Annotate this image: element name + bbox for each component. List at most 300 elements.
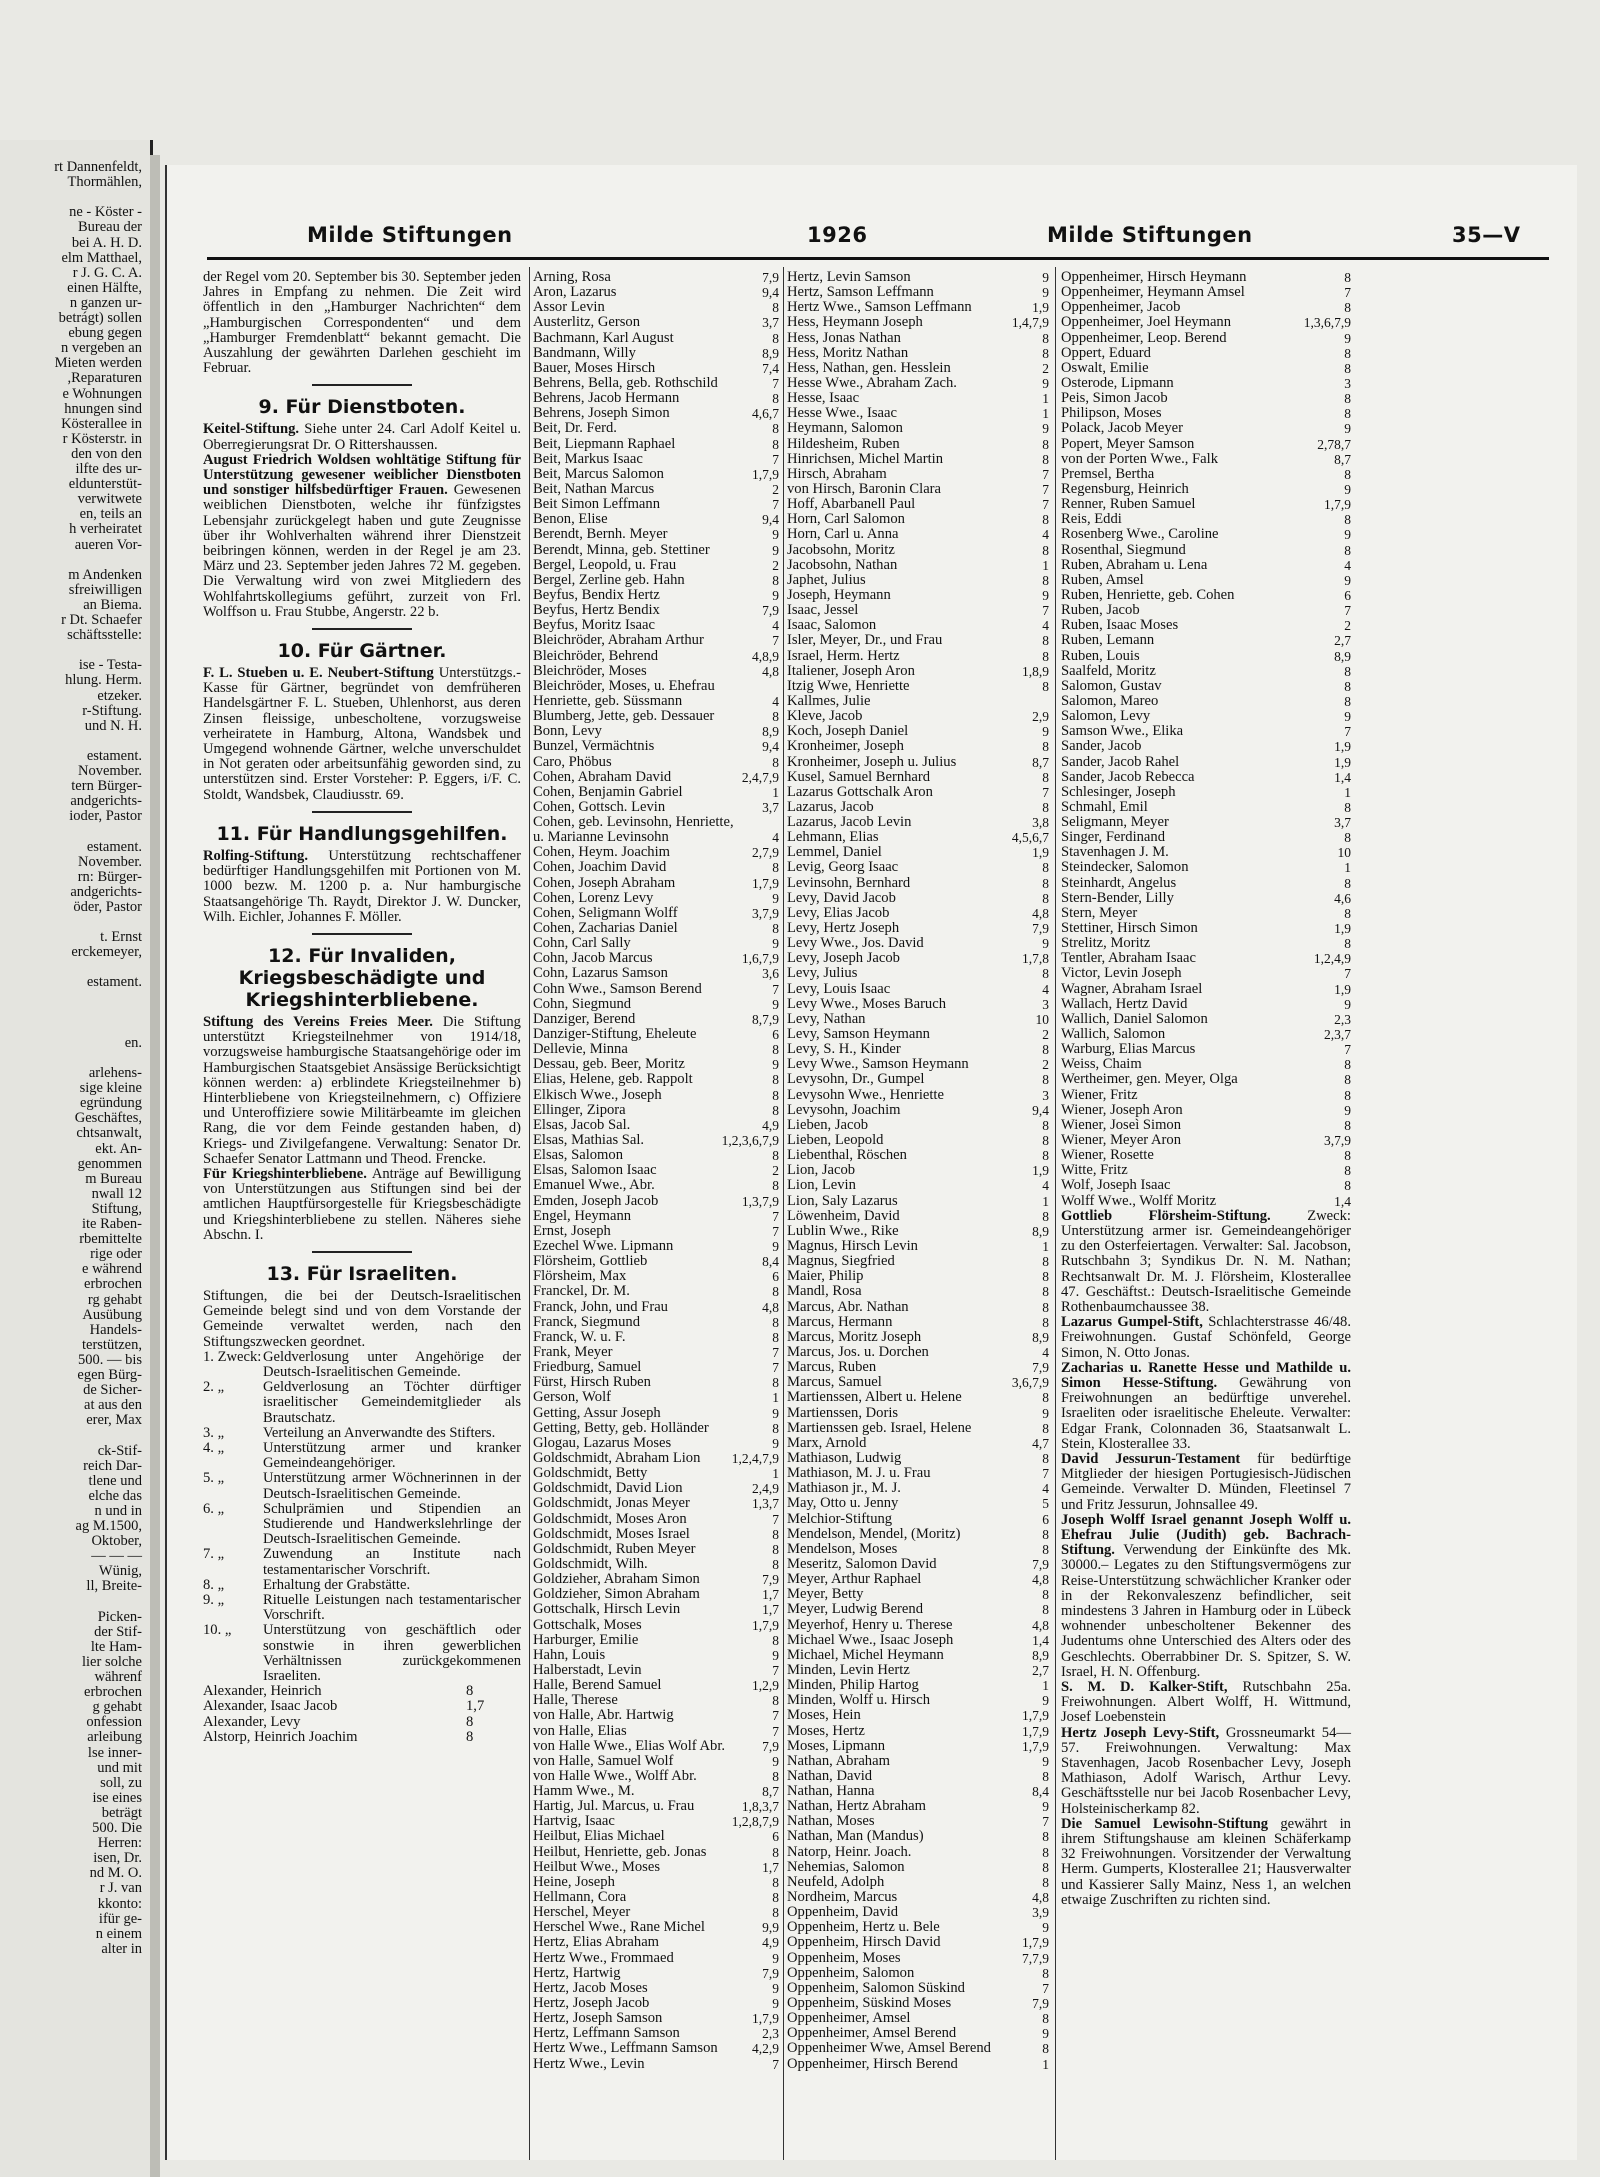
donor-name: Hellmann, Cora bbox=[533, 1890, 627, 1906]
purpose-codes: 4,7 bbox=[1032, 1435, 1049, 1451]
zweck-text: Zuwendung an Institute nach testamentarischer Vorschrift. bbox=[263, 1546, 521, 1578]
purpose-codes: 3 bbox=[1042, 1087, 1049, 1103]
list-item bbox=[1061, 346, 1351, 361]
name-list-c-rows bbox=[1061, 270, 1351, 1209]
donor-name: Strelitz, Moritz bbox=[1061, 936, 1151, 952]
kriegshinterbliebene-name: Für Kriegshinterbliebene. bbox=[203, 1165, 367, 1182]
zweck-item bbox=[203, 1471, 521, 1501]
purpose-codes: 1,9 bbox=[1334, 981, 1351, 997]
list-item bbox=[787, 1360, 1049, 1375]
donor-name: Goldschmidt, Moses Israel bbox=[533, 1526, 690, 1542]
list-item bbox=[1061, 770, 1351, 785]
list-item bbox=[1061, 830, 1351, 845]
purpose-codes: 8 bbox=[1042, 1587, 1049, 1603]
purpose-codes: 7 bbox=[772, 1662, 779, 1678]
donor-name: Hertz, Joseph Jacob bbox=[533, 1996, 650, 2012]
purpose-codes: 8 bbox=[1042, 1390, 1049, 1406]
stiftung-entry bbox=[1061, 1452, 1351, 1513]
list-item bbox=[533, 1178, 779, 1193]
list-item bbox=[533, 618, 779, 633]
purpose-codes: 8 bbox=[772, 1072, 779, 1088]
zweck-item bbox=[203, 1623, 521, 1684]
list-item bbox=[533, 845, 779, 860]
list-item bbox=[533, 1436, 779, 1451]
purpose-codes: 7,9 bbox=[762, 603, 779, 619]
list-item bbox=[1061, 588, 1351, 603]
list-item bbox=[1061, 921, 1351, 936]
purpose-codes: 4,9 bbox=[762, 1117, 779, 1133]
donor-name: Koch, Joseph Daniel bbox=[787, 724, 909, 740]
donor-name: Nathan, Moses bbox=[787, 1814, 875, 1830]
donor-name: Marcus, Samuel bbox=[787, 1375, 882, 1391]
list-item bbox=[787, 1981, 1049, 1996]
purpose-codes: 8 bbox=[1344, 1148, 1351, 1164]
left-page-line: onfession bbox=[86, 1714, 142, 1731]
donor-name: Minden, Philip Hartog bbox=[787, 1678, 919, 1694]
list-item bbox=[787, 1935, 1049, 1950]
purpose-codes: 2,3 bbox=[1334, 1011, 1351, 1027]
list-item bbox=[533, 1829, 779, 1844]
list-item bbox=[533, 1072, 779, 1087]
left-page-line: lte Ham- bbox=[90, 1638, 142, 1655]
list-item bbox=[533, 1224, 779, 1239]
left-page-line: erer, Max bbox=[86, 1412, 142, 1429]
separator bbox=[312, 384, 412, 386]
list-item bbox=[1061, 891, 1351, 906]
list-item bbox=[533, 1920, 779, 1935]
left-page-line: 500. Die bbox=[92, 1820, 142, 1836]
donor-name: Moses, Lipmann bbox=[787, 1738, 886, 1754]
donor-name: Beyfus, Bendix Hertz bbox=[533, 587, 660, 603]
book-gutter bbox=[150, 155, 160, 2177]
purpose-codes: 1,7 bbox=[762, 1859, 779, 1875]
stiftung-name: S. M. D. Kalker-Stift, bbox=[1061, 1679, 1228, 1696]
stiftung-text: gewährt in ihrem Stiftungshause am kleinen Schäferkamp 32 Freiwohnungen. Vorsitzender der Verwaltung Herm. Gumperts, Klosterallee 21; Hausverwalter und Kassierer Sally Mainz, Ness 1, an welchen etwaige Zuschriften zu richten sind. bbox=[1061, 1815, 1351, 1908]
list-item bbox=[533, 1663, 779, 1678]
section-12-title: 12. Für Invaliden, Kriegsbeschädigte und Kriegshinterbliebene. bbox=[238, 944, 486, 1011]
list-item bbox=[787, 1845, 1049, 1860]
donor-name: Wagner, Abraham Israel bbox=[1061, 981, 1203, 997]
left-page-line: n ganzen ur- bbox=[69, 294, 142, 311]
purpose-codes: 8 bbox=[1042, 1420, 1049, 1436]
list-item bbox=[787, 1300, 1049, 1315]
purpose-codes: 9 bbox=[1344, 527, 1351, 543]
donor-name: Behrens, Jacob Hermann bbox=[533, 391, 680, 407]
donor-name: Popert, Meyer Samson bbox=[1061, 436, 1195, 452]
purpose-codes: 6 bbox=[1344, 587, 1351, 603]
purpose-codes: 9 bbox=[772, 1057, 779, 1073]
donor-name: Levysohn Wwe., Henriette bbox=[787, 1087, 944, 1103]
donor-name: Cohen, geb. Levinsohn, Henriette, bbox=[533, 815, 734, 831]
left-page-line: Mieten werden bbox=[54, 355, 142, 372]
left-page-line: estament. bbox=[86, 974, 142, 991]
donor-name: Halle, Berend Samuel bbox=[533, 1678, 662, 1694]
left-page-line: h verheiratet bbox=[69, 521, 142, 538]
list-item bbox=[787, 1602, 1049, 1617]
donor-name: Cohn Wwe., Samson Berend bbox=[533, 981, 702, 997]
list-item bbox=[533, 1057, 779, 1072]
donor-name: Oppenheimer, Heymann Amsel bbox=[1061, 285, 1245, 301]
donor-name: Bauer, Moses Hirsch bbox=[533, 360, 656, 376]
donor-name: Goldschmidt, Moses Aron bbox=[533, 1511, 687, 1527]
donor-name: Oppenheimer, Joel Heymann bbox=[1061, 315, 1232, 331]
purpose-codes: 8 bbox=[1344, 466, 1351, 482]
purpose-codes: 9 bbox=[1042, 2026, 1049, 2042]
donor-name: Joseph, Heymann bbox=[787, 587, 891, 603]
purpose-codes: 1,4,7,9 bbox=[1011, 315, 1049, 331]
donor-name: Hertz Wwe., Samson Leffmann bbox=[787, 300, 972, 316]
donor-name: Sander, Jacob Rahel bbox=[1061, 754, 1180, 770]
purpose-codes: 1 bbox=[1042, 1678, 1049, 1694]
purpose-codes: 7 bbox=[772, 497, 779, 513]
freies-meer-entry bbox=[203, 1015, 521, 1167]
purpose-codes: 9 bbox=[1042, 270, 1049, 285]
list-item bbox=[203, 1699, 521, 1714]
list-item bbox=[533, 1951, 779, 1966]
donor-name: Moses, Hertz bbox=[787, 1723, 865, 1739]
donor-name: Hertz, Joseph Samson bbox=[533, 2011, 663, 2027]
purpose-codes: 8 bbox=[1042, 1117, 1049, 1133]
donor-name: Melchior-Stiftung bbox=[787, 1511, 893, 1527]
donor-name: Bergel, Leopold, u. Frau bbox=[533, 557, 677, 573]
list-item bbox=[787, 421, 1049, 436]
list-item bbox=[533, 982, 779, 997]
list-item bbox=[787, 1572, 1049, 1587]
purpose-codes: 8,7 bbox=[762, 1784, 779, 1800]
purpose-codes: 7 bbox=[1042, 1466, 1049, 1482]
purpose-codes: 9 bbox=[1344, 996, 1351, 1012]
donor-name: Oppenheimer Wwe, Amsel Berend bbox=[787, 2041, 991, 2057]
list-item bbox=[787, 1133, 1049, 1148]
donor-name: Goldzieher, Simon Abraham bbox=[533, 1587, 700, 1603]
donor-name: Martienssen geb. Israel, Helene bbox=[787, 1420, 972, 1436]
purpose-codes: 9,9 bbox=[762, 1920, 779, 1936]
list-item bbox=[787, 603, 1049, 618]
purpose-codes: 8 bbox=[1344, 360, 1351, 376]
list-item bbox=[787, 1103, 1049, 1118]
purpose-codes: 8 bbox=[772, 1102, 779, 1118]
donor-name: Ruben, Abraham u. Lena bbox=[1061, 557, 1208, 573]
left-page-line: ise - Testa- bbox=[78, 657, 142, 674]
purpose-codes: 2 bbox=[772, 1163, 779, 1179]
purpose-codes: 7,9 bbox=[762, 1572, 779, 1588]
purpose-codes: 8,9 bbox=[1334, 648, 1351, 664]
donor-name: Hahn, Louis bbox=[533, 1647, 606, 1663]
left-page-line: elche das bbox=[88, 1487, 142, 1504]
donor-name: Glogau, Lazarus Moses bbox=[533, 1435, 672, 1451]
purpose-codes: 8 bbox=[1042, 678, 1049, 694]
list-item bbox=[787, 1375, 1049, 1390]
list-item bbox=[533, 1451, 779, 1466]
donor-name: Getting, Assur Joseph bbox=[533, 1405, 661, 1421]
left-page-line: rt Dannenfeldt, bbox=[54, 159, 142, 175]
donor-name: Stettiner, Hirsch Simon bbox=[1061, 921, 1198, 937]
donor-name: Berendt, Bernh. Meyer bbox=[533, 527, 668, 543]
donor-name: Minden, Levin Hertz bbox=[787, 1662, 910, 1678]
stueben-name: F. L. Stueben u. E. Neubert-Stiftung bbox=[203, 665, 434, 682]
name-list-a bbox=[533, 270, 779, 2072]
purpose-codes: 2,4,7,9 bbox=[741, 769, 779, 785]
purpose-codes: 8 bbox=[1042, 1133, 1049, 1149]
left-page-line: rn: Bürger- bbox=[77, 868, 142, 885]
zweck-item bbox=[203, 1502, 521, 1548]
purpose-codes: 1 bbox=[1042, 406, 1049, 422]
zweck-number: 5. „ bbox=[203, 1470, 225, 1487]
list-item bbox=[1061, 1178, 1351, 1193]
left-page-line: m Bureau bbox=[85, 1170, 142, 1187]
purpose-codes: 1,7 bbox=[762, 1587, 779, 1603]
separator bbox=[312, 811, 412, 813]
list-item bbox=[533, 1284, 779, 1299]
donor-name: Alexander, Isaac Jacob bbox=[203, 1699, 338, 1715]
purpose-codes: 5 bbox=[1042, 1496, 1049, 1512]
list-item bbox=[787, 800, 1049, 815]
left-page-line: Geschäftes, bbox=[74, 1110, 142, 1127]
donor-name: Witte, Fritz bbox=[1061, 1163, 1128, 1179]
purpose-codes: 7,9 bbox=[762, 270, 779, 285]
donor-name: Henriette, geb. Süssmann bbox=[533, 693, 683, 709]
list-item bbox=[533, 724, 779, 739]
stiftungen-list-c bbox=[1061, 1209, 1351, 1908]
donor-name: Cohen, Abraham David bbox=[533, 769, 672, 785]
donor-name: von Halle Wwe., Elias Wolf Abr. bbox=[533, 1738, 726, 1754]
left-page-line: r J. G. C. A. bbox=[72, 264, 142, 281]
purpose-codes: 9 bbox=[1042, 936, 1049, 952]
list-item bbox=[533, 1557, 779, 1572]
left-page-line: kkonto: bbox=[97, 1895, 142, 1912]
donor-name: von Halle Wwe., Wolff Abr. bbox=[533, 1768, 697, 1784]
left-page-line: r-Stiftung. bbox=[82, 702, 142, 719]
purpose-codes: 9 bbox=[772, 1239, 779, 1254]
donor-name: Levysohn, Joachim bbox=[787, 1102, 901, 1118]
donor-name: Elkisch Wwe., Joseph bbox=[533, 1087, 662, 1103]
list-item bbox=[533, 1012, 779, 1027]
list-item bbox=[787, 361, 1049, 376]
list-item bbox=[787, 936, 1049, 951]
purpose-codes: 9 bbox=[1344, 421, 1351, 437]
list-item bbox=[787, 679, 1049, 694]
list-item bbox=[533, 1724, 779, 1739]
list-item bbox=[787, 1920, 1049, 1935]
donor-name: Hertz, Jacob Moses bbox=[533, 1980, 648, 1996]
left-page-line: r Dt. Schaefer bbox=[61, 612, 142, 628]
donor-name: Hess, Nathan, gen. Hesslein bbox=[787, 360, 951, 376]
stiftung-text: Grossneumarkt 54—57. Freiwohnungen. Verwaltung: Max Stavenhagen, Jacob Rosenbacher Levy, Joseph Mathiason, Adolf Warisch, Arthur Levy. Geschäftsstelle nur bei Jacob Rosenbacher Levy, Holsteinischerkamp 82. bbox=[1061, 1724, 1351, 1817]
purpose-codes: 8 bbox=[1344, 512, 1351, 528]
list-item bbox=[787, 739, 1049, 754]
purpose-codes: 4 bbox=[1042, 981, 1049, 997]
running-head-right: Milde Stiftungen bbox=[1047, 223, 1253, 247]
list-item bbox=[533, 830, 779, 845]
list-item bbox=[533, 1163, 779, 1178]
list-item bbox=[787, 270, 1049, 285]
zweck-item bbox=[203, 1441, 521, 1471]
purpose-codes: 3,8 bbox=[1032, 815, 1049, 831]
zweck-item bbox=[203, 1578, 521, 1593]
list-item bbox=[787, 709, 1049, 724]
purpose-codes: 4,9 bbox=[762, 1935, 779, 1951]
list-item bbox=[533, 467, 779, 482]
purpose-codes: 8 bbox=[1042, 1208, 1049, 1224]
purpose-codes: 8 bbox=[1042, 799, 1049, 815]
purpose-codes: 1,4 bbox=[1334, 769, 1351, 785]
list-item bbox=[787, 664, 1049, 679]
purpose-codes: 1,7,9 bbox=[752, 875, 779, 891]
left-page-line: e Wohnungen bbox=[62, 385, 142, 402]
donor-name: Jacobsohn, Moritz bbox=[787, 542, 895, 558]
left-page-line: sfreiwilligen bbox=[68, 581, 142, 598]
list-item bbox=[787, 1466, 1049, 1481]
list-item bbox=[1061, 1103, 1351, 1118]
purpose-codes: 9 bbox=[772, 890, 779, 906]
purpose-codes: 1,7,9 bbox=[752, 1617, 779, 1633]
list-item bbox=[1061, 437, 1351, 452]
list-item bbox=[787, 300, 1049, 315]
list-item bbox=[533, 1814, 779, 1829]
donor-name: Oppenheimer, Jacob bbox=[1061, 300, 1181, 316]
donor-name: Cohen, Joachim David bbox=[533, 860, 667, 876]
list-item bbox=[787, 1542, 1049, 1557]
stiftung-name: Gottlieb Flörsheim-Stiftung. bbox=[1061, 1207, 1271, 1224]
list-item bbox=[533, 664, 779, 679]
stiftung-text: Gewährung von Freiwohnungen an bedürftige unverehel. Israeliten oder israelitische Eheleute. Verwalter: Edgar Frank, Colonnaden 36, Staatsanwalt L. Stein, Klosterallee 33. bbox=[1061, 1374, 1352, 1452]
donor-name: Meyer, Betty bbox=[787, 1587, 864, 1603]
purpose-codes: 1,7,8 bbox=[1022, 951, 1049, 967]
purpose-codes: 7 bbox=[1042, 497, 1049, 513]
purpose-codes: 8 bbox=[1344, 663, 1351, 679]
list-item bbox=[787, 1421, 1049, 1436]
donor-name: Oppenheimer, Hirsch Heymann bbox=[1061, 270, 1247, 285]
purpose-codes: 9 bbox=[772, 1996, 779, 2012]
purpose-codes: 9 bbox=[772, 996, 779, 1012]
list-item bbox=[533, 361, 779, 376]
list-item bbox=[533, 1587, 779, 1602]
running-head-left: Milde Stiftungen bbox=[307, 223, 513, 247]
donor-name: Oppenheimer, Amsel Berend bbox=[787, 2026, 957, 2042]
donor-name: Meseritz, Salomon David bbox=[787, 1556, 937, 1572]
section-13-title: 13. Für Israeliten. bbox=[266, 1262, 458, 1285]
purpose-codes: 9 bbox=[1042, 1753, 1049, 1769]
donor-name: Nehemias, Salomon bbox=[787, 1859, 905, 1875]
zweck-number: 9. „ bbox=[203, 1592, 225, 1609]
purpose-codes: 8 bbox=[1042, 1541, 1049, 1557]
purpose-codes: 1,9 bbox=[1334, 739, 1351, 755]
purpose-codes: 7 bbox=[772, 375, 779, 391]
left-page-line: ag M.1500, bbox=[75, 1518, 142, 1534]
donor-name: Stern-Bender, Lilly bbox=[1061, 890, 1174, 906]
purpose-codes: 4 bbox=[772, 830, 779, 846]
purpose-codes: 9 bbox=[1042, 1799, 1049, 1815]
donor-name: Cohen, Gottsch. Levin bbox=[533, 799, 666, 815]
donor-name: Nathan, Abraham bbox=[787, 1753, 890, 1769]
purpose-codes: 8 bbox=[772, 1905, 779, 1921]
purpose-codes: 8 bbox=[1344, 936, 1351, 952]
donor-name: Dessau, geb. Beer, Moritz bbox=[533, 1057, 685, 1073]
list-item bbox=[533, 1769, 779, 1784]
left-page-line: en. bbox=[124, 1034, 142, 1051]
purpose-codes: 8 bbox=[772, 1541, 779, 1557]
donor-name: Behrens, Joseph Simon bbox=[533, 406, 670, 422]
purpose-codes: 1 bbox=[1042, 1193, 1049, 1209]
purpose-codes: 8 bbox=[1344, 830, 1351, 846]
left-page-line: tern Bürger- bbox=[71, 778, 142, 795]
list-item bbox=[533, 1799, 779, 1814]
list-item bbox=[533, 633, 779, 648]
left-page-line: r J. van bbox=[99, 1880, 142, 1897]
donor-name: Ruben, Jacob bbox=[1061, 603, 1140, 619]
purpose-codes: 1,7,9 bbox=[1324, 497, 1351, 513]
donor-name: Victor, Levin Joseph bbox=[1061, 966, 1182, 982]
keitel-name: Keitel-Stiftung. bbox=[203, 421, 300, 438]
purpose-codes: 3 bbox=[1344, 375, 1351, 391]
woldsen-entry bbox=[203, 453, 521, 620]
purpose-codes: 8 bbox=[1344, 799, 1351, 815]
purpose-codes: 8 bbox=[466, 1713, 474, 1730]
stueben-entry bbox=[203, 666, 521, 803]
list-item bbox=[787, 2041, 1049, 2056]
list-item bbox=[533, 2011, 779, 2026]
zweck-item bbox=[203, 1380, 521, 1426]
purpose-codes: 9 bbox=[772, 936, 779, 952]
purpose-codes: 8 bbox=[772, 1375, 779, 1391]
purpose-codes: 8 bbox=[1344, 693, 1351, 709]
donor-name: Schmahl, Emil bbox=[1061, 799, 1148, 815]
left-page-line: ilfte des ur- bbox=[75, 461, 142, 477]
donor-name: Franckel, Dr. M. bbox=[533, 1284, 630, 1300]
donor-name: Nathan, Hertz Abraham bbox=[787, 1799, 926, 1815]
list-item bbox=[533, 270, 779, 285]
donor-name: Hoff, Abarbanell Paul bbox=[787, 497, 916, 513]
donor-name: Mathiason, M. J. u. Frau bbox=[787, 1466, 931, 1482]
list-item bbox=[203, 1730, 521, 1745]
purpose-codes: 6 bbox=[1042, 1511, 1049, 1527]
list-item bbox=[533, 1315, 779, 1330]
purpose-codes: 4 bbox=[1042, 618, 1049, 634]
list-item bbox=[787, 1057, 1049, 1072]
stiftung-text: Rutschbahn 25a. Freiwohnungen. Albert Wolff, H. Wittmund, Josef Loebenstein bbox=[1061, 1679, 1351, 1726]
purpose-codes: 4,6,7 bbox=[752, 406, 779, 422]
left-page-line: einen Hälfte, bbox=[67, 279, 142, 296]
purpose-codes: 9 bbox=[772, 1405, 779, 1421]
list-item bbox=[787, 1496, 1049, 1511]
donor-name: Hertz Wwe., Frommaed bbox=[533, 1950, 674, 1966]
list-item bbox=[1061, 845, 1351, 860]
list-item bbox=[787, 1284, 1049, 1299]
purpose-codes: 7,9 bbox=[1032, 1996, 1049, 2012]
donor-name: Frank, Meyer bbox=[533, 1344, 613, 1360]
left-page-line: bei A. H. D. bbox=[71, 234, 142, 251]
purpose-codes: 8,7 bbox=[1334, 451, 1351, 467]
purpose-codes: 7 bbox=[772, 981, 779, 997]
purpose-codes: 9 bbox=[1344, 572, 1351, 588]
left-page-line: an Biema. bbox=[83, 596, 142, 613]
list-item bbox=[533, 1572, 779, 1587]
left-page-line: Ausübung bbox=[82, 1306, 142, 1323]
list-item bbox=[533, 1648, 779, 1663]
donor-name: Hirsch, Abraham bbox=[787, 466, 887, 482]
purpose-codes: 7,7,9 bbox=[1022, 1950, 1049, 1966]
donor-name: Nathan, David bbox=[787, 1768, 873, 1784]
donor-name: Wertheimer, gen. Meyer, Olga bbox=[1061, 1072, 1238, 1088]
list-item bbox=[1061, 633, 1351, 648]
donor-name: Italiener, Joseph Aron bbox=[787, 663, 915, 679]
left-page-line: andgerichts- bbox=[70, 883, 142, 900]
purpose-codes: 2 bbox=[1042, 1057, 1049, 1073]
list-item bbox=[787, 512, 1049, 527]
donor-name: Bleichröder, Behrend bbox=[533, 648, 659, 664]
purpose-codes: 9 bbox=[1344, 481, 1351, 497]
donor-name: Horn, Carl u. Anna bbox=[787, 527, 899, 543]
